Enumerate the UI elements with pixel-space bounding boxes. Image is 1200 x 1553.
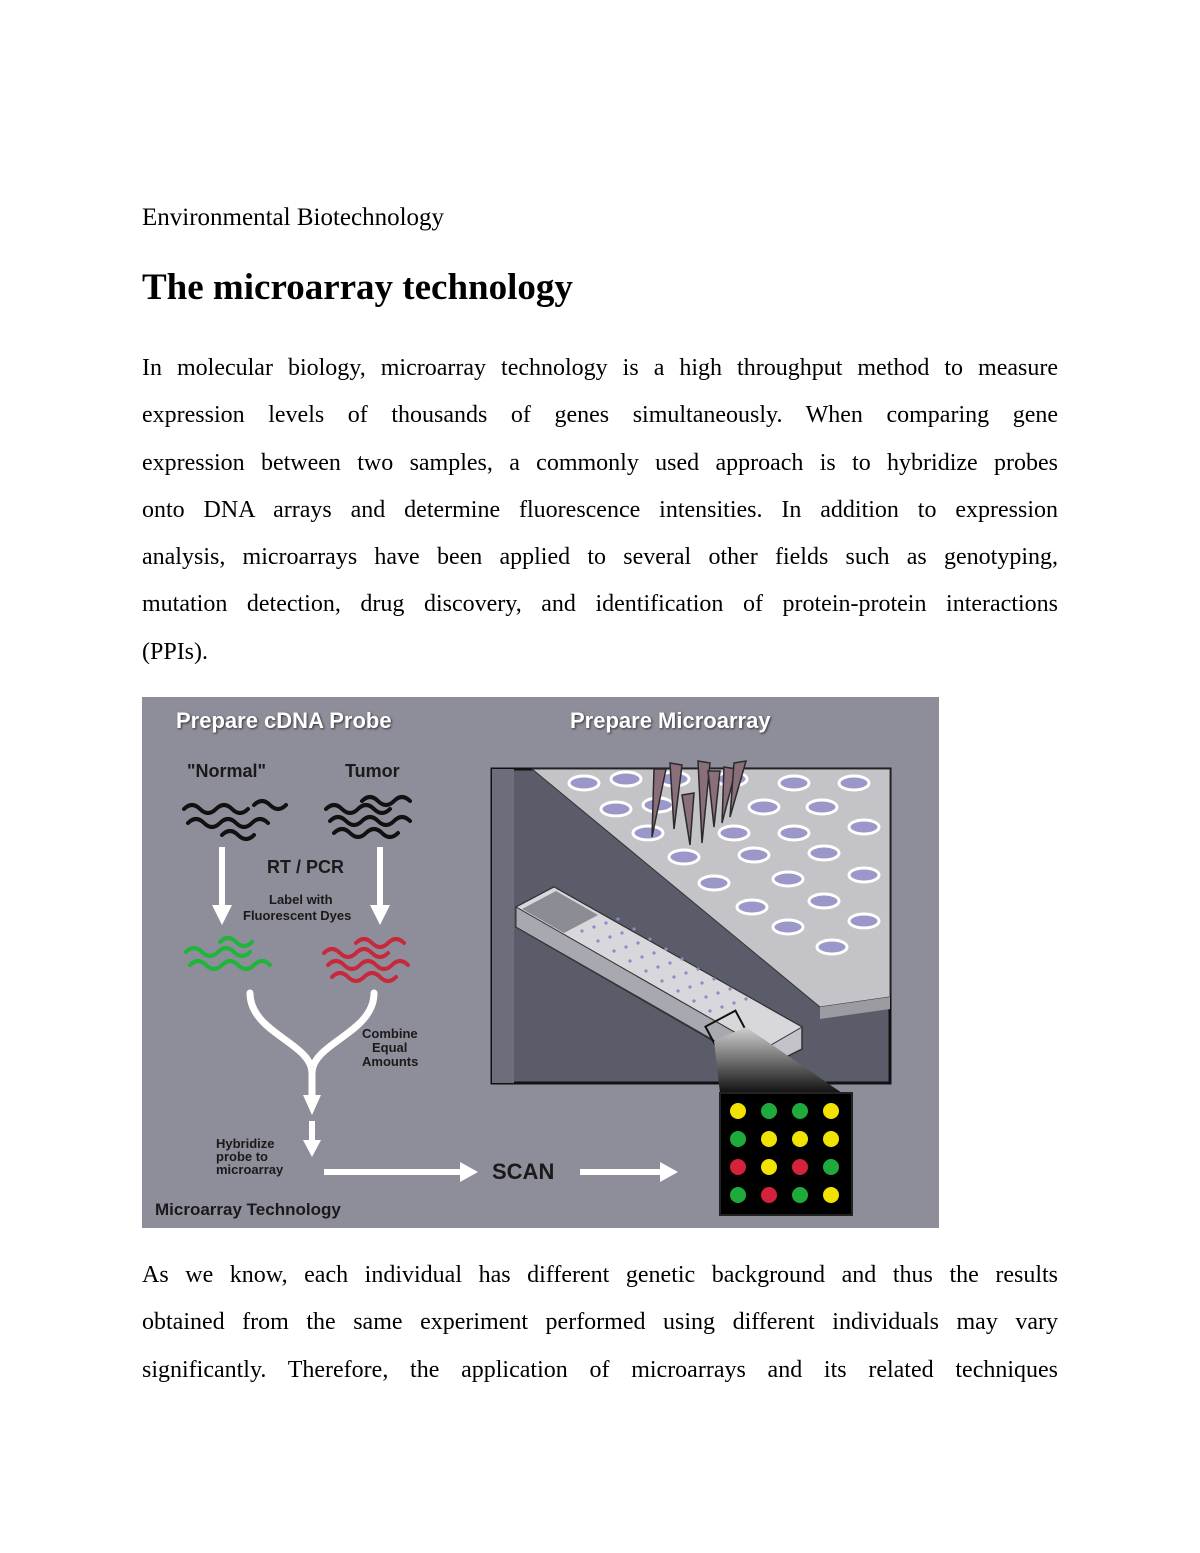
spot-yellow xyxy=(823,1103,839,1119)
hybridize-arrow-shaft xyxy=(309,1121,315,1141)
hybridize-line-1: Hybridize xyxy=(216,1136,275,1151)
paragraph-line: analysis, microarrays have been applied to several other fields such as genotyping, xyxy=(142,544,1058,571)
spot-red xyxy=(761,1187,777,1203)
paragraph-line: significantly. Therefore, the application of microarrays and its related techniques xyxy=(142,1356,1058,1383)
combine-line-2: Equal xyxy=(372,1040,408,1055)
paragraph-line: expression between two samples, a commonly used approach is to hybridize probes xyxy=(142,449,1058,476)
spot-yellow xyxy=(761,1131,777,1147)
paragraph-line: obtained from the same experiment performed using different individuals may vary xyxy=(142,1309,1058,1336)
green-labeled-probes xyxy=(186,938,270,969)
red-labeled-probes xyxy=(324,939,408,981)
spot-yellow xyxy=(792,1131,808,1147)
normal-label: "Normal" xyxy=(187,761,267,781)
tumor-cdna-strands xyxy=(326,797,410,837)
hybridize-line-2: probe to xyxy=(216,1149,268,1164)
hybridize-arrowhead xyxy=(303,1140,321,1157)
hybridize-line-3: microarray xyxy=(216,1162,284,1177)
paragraph-line: mutation detection, drug discovery, and identification of protein-protein interactions xyxy=(142,591,1058,618)
figure-caption: Microarray Technology xyxy=(155,1200,341,1219)
combine-line-1: Combine xyxy=(362,1026,418,1041)
subject-heading: Environmental Biotechnology xyxy=(142,204,445,231)
label-dye-line-2: Fluorescent Dyes xyxy=(243,908,352,923)
spot-yellow xyxy=(730,1103,746,1119)
spot-yellow xyxy=(761,1159,777,1175)
paragraph-line: expression levels of thousands of genes simultaneously. When comparing gene xyxy=(142,402,1058,429)
paragraph-line: In molecular biology, microarray technology is a high throughput method to measure xyxy=(142,355,1058,381)
spot-yellow xyxy=(823,1187,839,1203)
down-arrow-tumor xyxy=(370,847,390,925)
page-title: The microarray technology xyxy=(142,267,573,308)
spot-green xyxy=(761,1103,777,1119)
spot-green xyxy=(730,1187,746,1203)
spot-yellow xyxy=(823,1131,839,1147)
combine-line-3: Amounts xyxy=(362,1054,419,1069)
rt-pcr-label: RT / PCR xyxy=(267,857,345,877)
spot-red xyxy=(792,1159,808,1175)
paragraph-line: onto DNA arrays and determine fluorescence intensities. In addition to expression xyxy=(142,496,1058,523)
label-dye-line-1: Label with xyxy=(269,892,333,907)
prepare-cdna-probe-heading: Prepare cDNA Probe xyxy=(176,708,392,733)
paragraph-line: (PPIs). xyxy=(142,638,209,665)
spot-red xyxy=(730,1159,746,1175)
normal-cdna-strands xyxy=(184,801,286,839)
microarray-figure xyxy=(142,697,939,1228)
tumor-label: Tumor xyxy=(345,761,400,781)
combine-arrow xyxy=(250,993,374,1097)
paragraph-line: As we know, each individual has different genetic background and thus the results xyxy=(142,1262,1058,1288)
combine-arrowhead xyxy=(303,1095,321,1115)
second-paragraph xyxy=(142,1252,1058,1394)
spot-green xyxy=(792,1103,808,1119)
scanned-spot-grid xyxy=(720,1093,852,1215)
down-arrow-normal xyxy=(212,847,232,925)
spot-green xyxy=(792,1187,808,1203)
scan-label: SCAN xyxy=(492,1159,555,1184)
prepare-microarray-heading: Prepare Microarray xyxy=(570,708,771,733)
spot-green xyxy=(823,1159,839,1175)
spot-green xyxy=(730,1131,746,1147)
intro-paragraph xyxy=(142,345,1058,676)
